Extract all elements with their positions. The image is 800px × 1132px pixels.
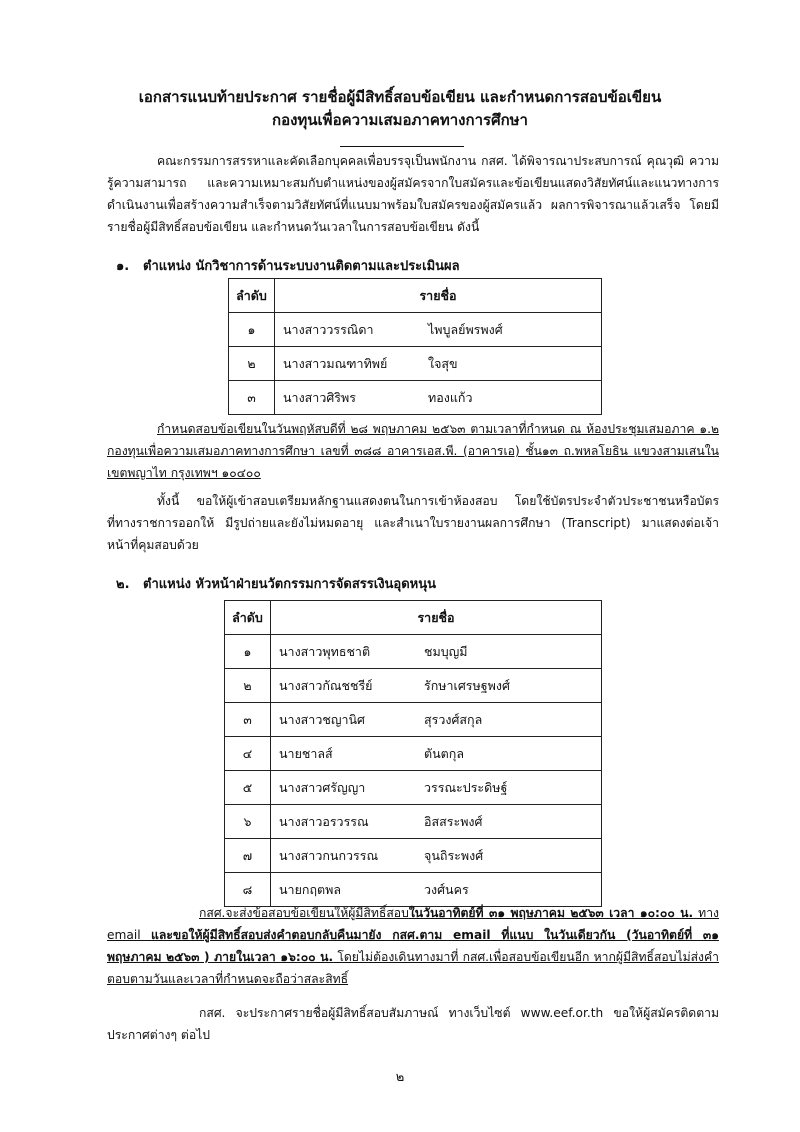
last-name: ไพบูลย์พรพงศ์ — [428, 321, 503, 337]
first-name: นางสาวมณฑาทิพย์ — [283, 355, 388, 371]
col-header-name: รายชื่อ — [275, 279, 602, 313]
first-name: นางสาวศรัญญา — [279, 779, 366, 795]
section2-number: ๒. — [116, 577, 130, 592]
first-name: นางสาวอรวรรณ — [279, 813, 369, 829]
row-no: ๔ — [225, 737, 271, 771]
row-no: ๘ — [225, 873, 271, 907]
last-name: วงศ์นคร — [424, 881, 469, 897]
exam-return: และขอให้ผู้มีสิทธิ์สอบส่งคำตอบกลับคืนมายัง กสศ.ตาม email ที่แนบ ในวันเดียวกัน (วันอาทิตย์ที่ ๓๑ พฤษภาคม ๒๕๖๓ ) ภายในเวลา ๑๖:๐๐ น. — [107, 928, 719, 964]
row-no: ๕ — [225, 771, 271, 805]
section1-table — [228, 278, 602, 415]
row-no: ๑ — [229, 313, 275, 347]
title-divider — [340, 146, 464, 147]
exam-forfeit: โดยไม่ต้องเดินทางมาที่ กสศ.เพื่อสอบข้อเขียนอีก หากผู้มีสิทธิ์สอบไม่ส่งคำตอบตามวันและเวลาที่กำหนดจะถือว่าสละสิทธิ์ — [107, 950, 719, 986]
section2-title: ตำแหน่ง หัวหน้าฝ่ายนวัตกรรมการจัดสรรเงินอุดหนุน — [143, 577, 437, 592]
last-name: รักษาเศรษฐพงศ์ — [424, 677, 510, 693]
table-header-row — [225, 601, 602, 635]
section1-note: ทั้งนี้ ขอให้ผู้เข้าสอบเตรียมหลักฐานแสดงตนในการเข้าห้องสอบ โดยใช้บัตรประจำตัวประชาชนหรือบัตรที่ทางราชการออกให้ มีรูปถ่ายและยังไม่หมดอายุ และสำเนาใบรายงานผลการศึกษา (Transcript) มาแสดงต่อเจ้าหน้าที่คุมสอบด้วย — [107, 494, 719, 552]
section1-heading — [116, 255, 460, 276]
table-row — [225, 839, 602, 873]
section2-exam-paragraph — [107, 902, 719, 990]
row-no: ๓ — [225, 703, 271, 737]
last-name: ตันตกุล — [424, 745, 465, 761]
page-number: ๒ — [395, 1070, 405, 1085]
last-name: อิสสระพงศ์ — [424, 813, 483, 829]
first-name: นางสาวศิริพร — [283, 389, 356, 405]
row-no: ๓ — [229, 381, 275, 415]
table-row — [229, 313, 602, 347]
table-row — [225, 669, 602, 703]
row-name — [271, 703, 602, 737]
first-name: นายกฤตพล — [279, 881, 342, 897]
table-row — [229, 347, 602, 381]
first-name: นายชาลส์ — [279, 745, 333, 761]
table-row — [225, 737, 602, 771]
table-row — [225, 703, 602, 737]
first-name: นางสาวพุทธชาติ — [279, 643, 371, 659]
section1-number: ๑. — [116, 259, 130, 274]
section2-table — [224, 600, 602, 907]
table-row — [225, 805, 602, 839]
last-name: สุรวงศ์สกุล — [424, 711, 483, 727]
section1-schedule: กำหนดสอบข้อเขียนในวันพฤหัสบดีที่ ๒๘ พฤษภาคม ๒๕๖๓ ตามเวลาที่กำหนด ณ ห้องประชุมเสมอภาค ๑.๒ กองทุนเพื่อความเสมอภาคทางการศึกษา เลขที่ ๓๘๘ อาคารเอส.พี. (อาคารเอ) ชั้น๑๓ ถ.พหลโยธิน แขวงสามเสนใน เขตพญาไท กรุงเทพฯ ๑๐๔๐๐ — [107, 422, 719, 480]
first-name: นางสาวกัณชชรีย์ — [279, 677, 373, 693]
last-name: ทองแก้ว — [428, 389, 473, 405]
row-name — [271, 635, 602, 669]
exam-channel: ทาง email — [107, 906, 719, 942]
row-name — [275, 381, 602, 415]
first-name: นางสาวกนกวรรณ — [279, 847, 379, 863]
row-no: ๖ — [225, 805, 271, 839]
section2-heading — [116, 573, 436, 594]
first-name: นางสาวชญานิศ — [279, 711, 365, 727]
last-name: วรรณะประดิษฐ์ — [424, 779, 508, 795]
col-header-name: รายชื่อ — [271, 601, 602, 635]
row-name — [275, 347, 602, 381]
last-name: จุนถิระพงศ์ — [424, 847, 484, 863]
table-row — [229, 381, 602, 415]
row-no: ๒ — [229, 347, 275, 381]
row-name — [271, 669, 602, 703]
row-name — [271, 737, 602, 771]
row-no: ๒ — [225, 669, 271, 703]
section1-title: ตำแหน่ง นักวิชาการด้านระบบงานติดตามและประเมินผล — [143, 259, 460, 274]
row-name — [271, 805, 602, 839]
col-header-no: ลำดับ — [229, 279, 275, 313]
intro-paragraph: คณะกรรมการสรรหาและคัดเลือกบุคคลเพื่อบรรจุเป็นพนักงาน กสศ. ได้พิจารณาประสบการณ์ คุณวุฒิ ความรู้ความสามารถ และความเหมาะสมกับตำแหน่งของผู้สมัครจากใบสมัครและข้อเขียนแสดงวิสัยทัศน์และแนวทางการดำเนินงานเพื่อสร้างความสำเร็จตามวิสัยทัศน์ที่แนบมาพร้อมใบสมัครของผู้สมัครแล้ว ผลการพิจารณาแล้วเสร็จ โดยมีรายชื่อผู้มีสิทธิ์สอบข้อเขียน และกำหนดวันเวลาในการสอบข้อเขียน ดังนี้ — [107, 154, 719, 234]
table-header-row — [229, 279, 602, 313]
closing-paragraph: กสศ. จะประกาศรายชื่อผู้มีสิทธิ์สอบสัมภาษณ์ ทางเว็บไซต์ www.eef.or.th ขอให้ผู้สมัครติดตามประกาศต่างๆ ต่อไป — [107, 1006, 719, 1042]
last-name: ใจสุข — [428, 355, 458, 371]
document-title-line1: เอกสารแนบท้ายประกาศ รายชื่อผู้มีสิทธิ์สอบข้อเขียน และกำหนดการสอบข้อเขียน — [138, 88, 662, 106]
row-name — [275, 313, 602, 347]
col-header-no: ลำดับ — [225, 601, 271, 635]
row-name — [271, 771, 602, 805]
exam-intro: กสศ.จะส่งข้อสอบข้อเขียนให้ผู้มีสิทธิ์สอบ — [199, 906, 409, 920]
table-row — [225, 771, 602, 805]
row-no: ๑ — [225, 635, 271, 669]
row-no: ๗ — [225, 839, 271, 873]
last-name: ชมบุญมี — [424, 643, 468, 659]
exam-date: ในวันอาทิตย์ที่ ๓๑ พฤษภาคม ๒๕๖๓ เวลา ๑๐:๐๐ น. — [408, 906, 694, 920]
document-title-line2: กองทุนเพื่อความเสมอภาคทางการศึกษา — [272, 111, 528, 129]
row-name — [271, 839, 602, 873]
first-name: นางสาววรรณิดา — [283, 321, 374, 337]
table-row — [225, 635, 602, 669]
